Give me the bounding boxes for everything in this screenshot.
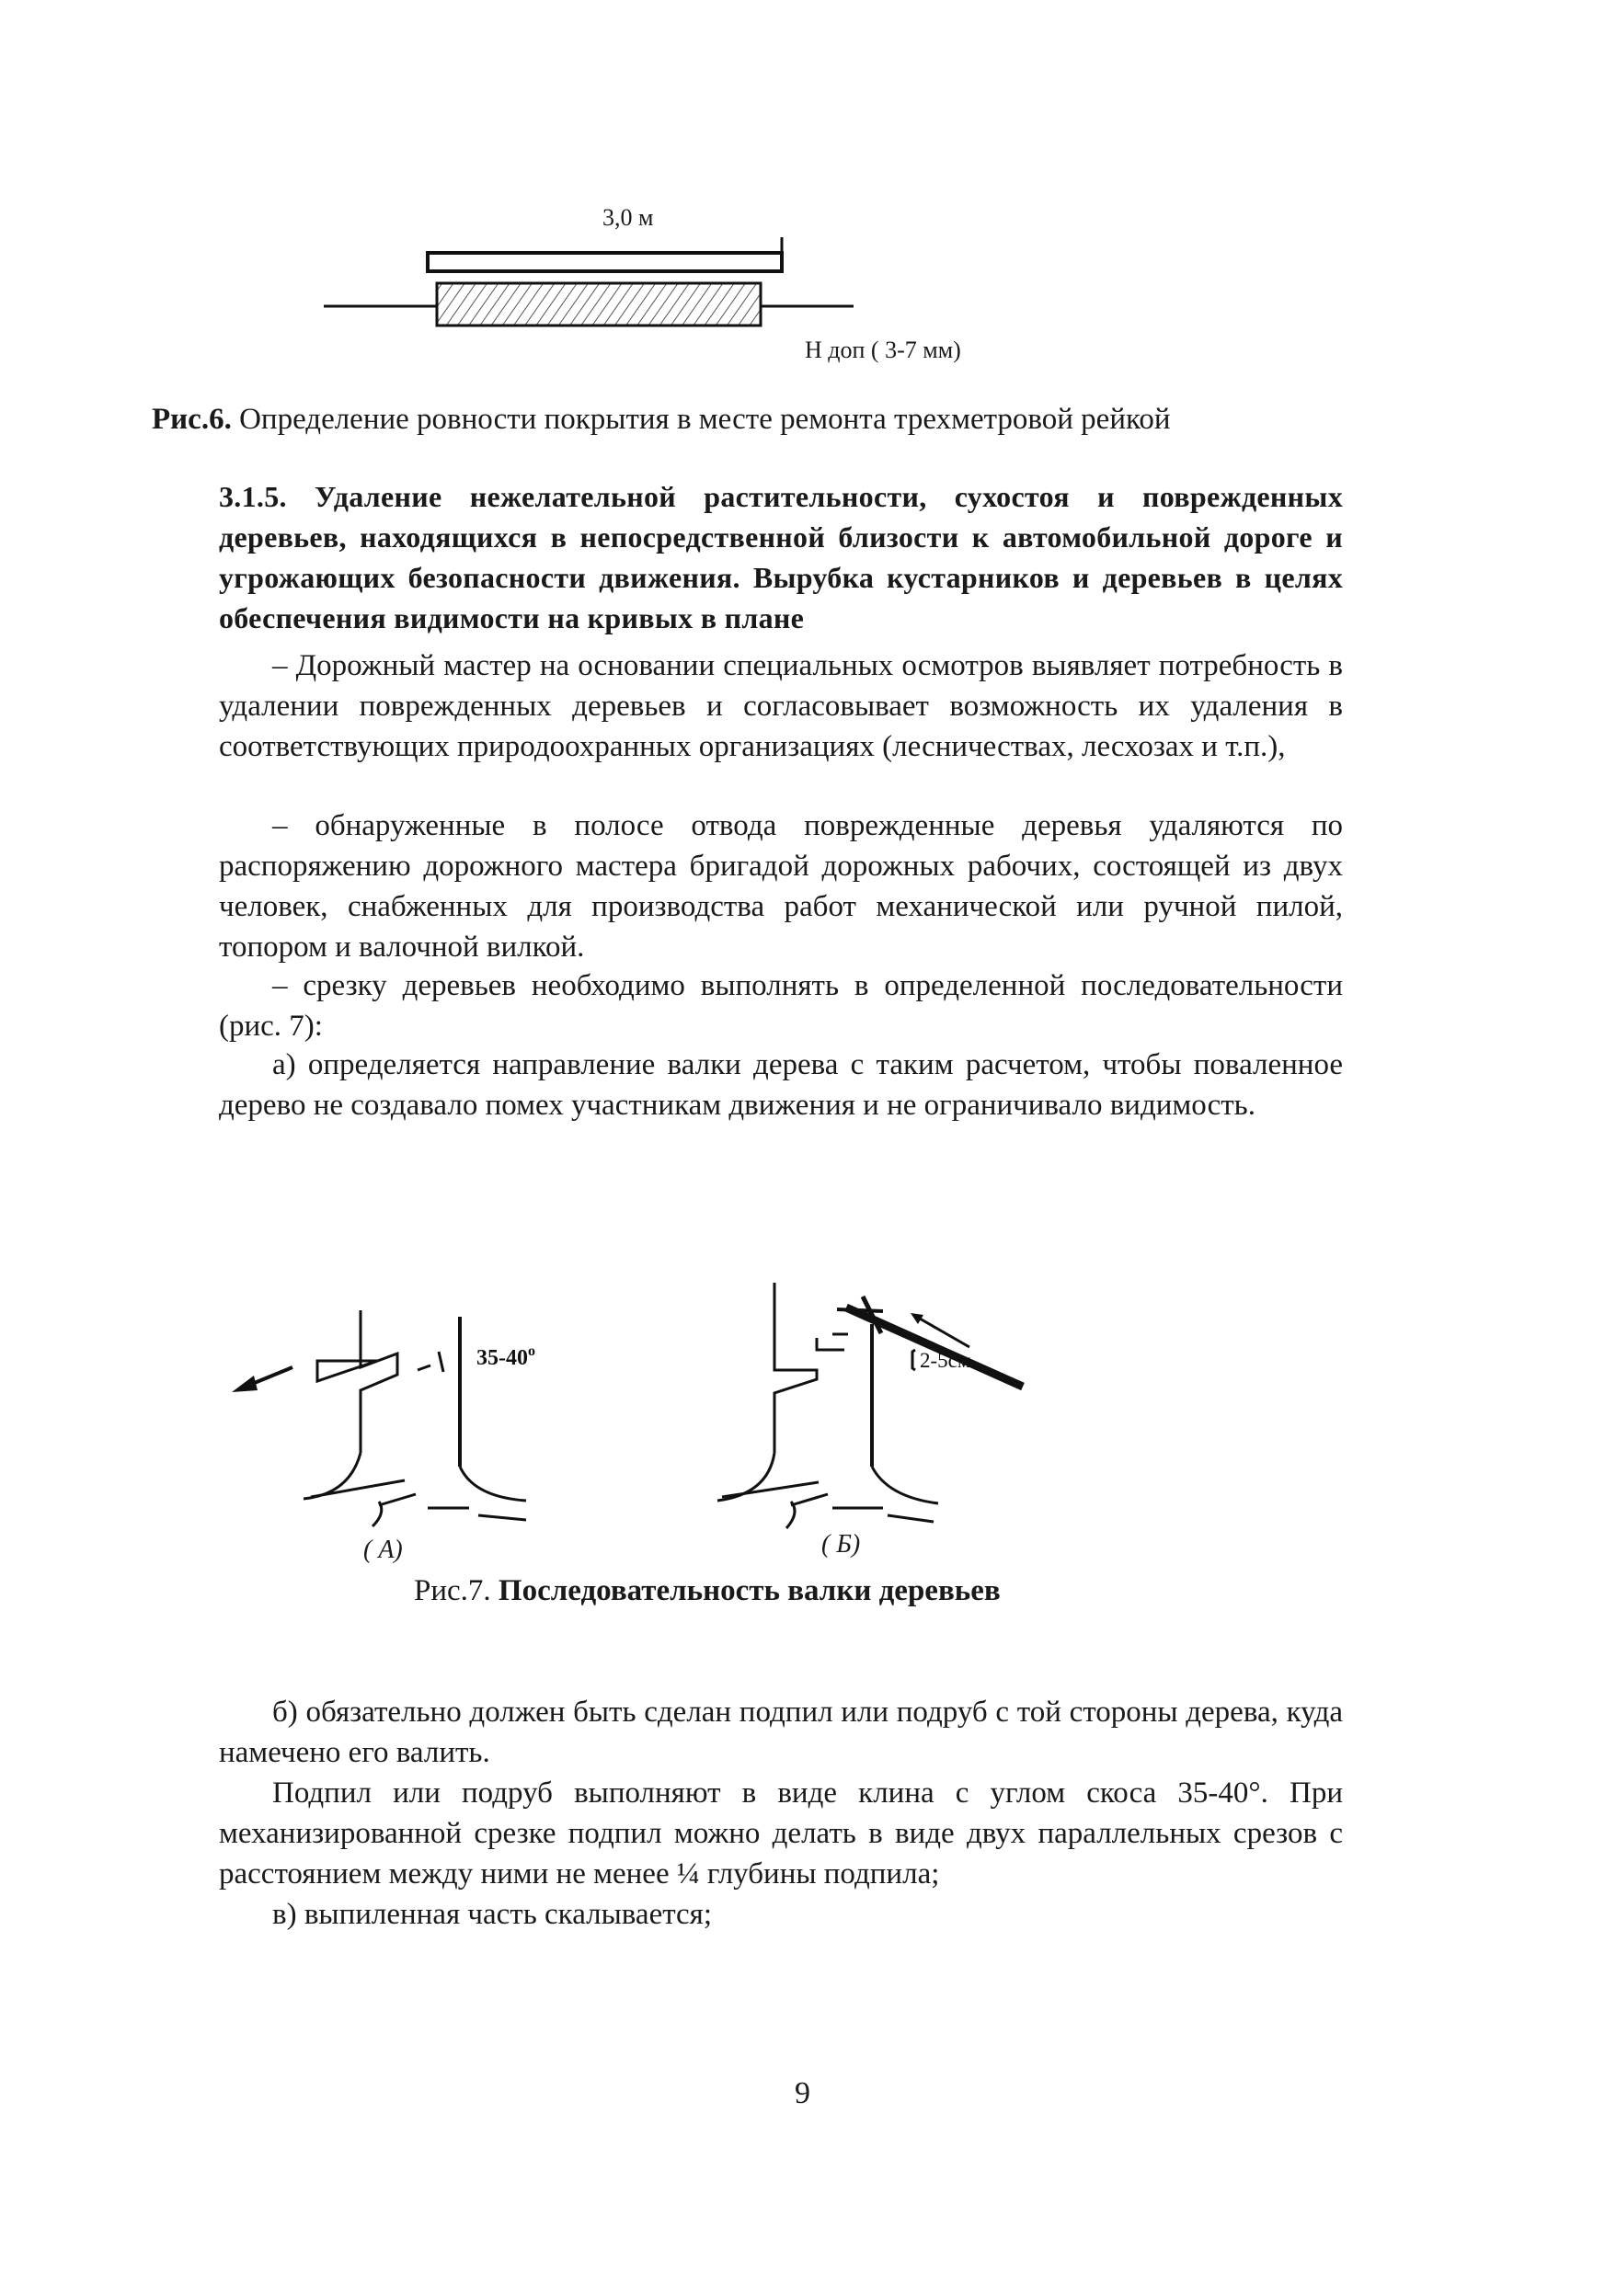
- fig7-trunk-left-a: [361, 1310, 397, 1453]
- paragraph-7: в) выпиленная часть скалывается;: [272, 1898, 713, 1931]
- paragraph-6: Подпил или подруб выполняют в виде клина с углом скоса 35-40°. При механизированной срезке подпил можно делать в виде двух параллельных срезов с расстоянием между ними не менее ¼ глубины подпила;: [219, 1776, 1343, 1890]
- fig7-panel-a: [232, 1310, 526, 1526]
- section-heading: 3.1.5. Удаление нежелательной растительности, сухостоя и поврежденных деревьев, находящихся в непосредственной близости к автомобильной дороге и угрожающих безопасности движения. Вырубка кустарников и деревьев в целях обеспечения видимости на кривых в плане: [219, 480, 1343, 634]
- fig6-caption-prefix: Рис.6.: [152, 403, 232, 436]
- fig7-gap-label: 2-5см: [920, 1349, 971, 1372]
- fig6-length-label: 3,0 м: [602, 204, 654, 231]
- paragraph-5: б) обязательно должен быть сделан подпил или подруб с той стороны дерева, куда намечено его валить.: [219, 1696, 1343, 1769]
- fig6-caption-text: Определение ровности покрытия в месте ремонта трехметровой рейкой: [231, 403, 1171, 436]
- fig6-tolerance-label: Н доп ( 3-7 мм): [805, 337, 961, 363]
- paragraph-3: – срезку деревьев необходимо выполнять в определенной последовательности (рис. 7):: [219, 969, 1343, 1043]
- paragraph-2: – обнаруженные в полосе отвода поврежденные деревья удаляются по распоряжению дорожного мастера бригадой дорожных рабочих, состоящей из двух человек, снабженных для производства работ механической или ручной пилой, топором и валочной вилкой.: [219, 809, 1343, 964]
- fig7-angle-label: $35-40^о$: [476, 1343, 535, 1370]
- fig7-caption-text: Последовательность валки деревьев: [498, 1574, 1001, 1607]
- fig7-panel-a-label: ( А): [363, 1536, 403, 1564]
- fig7-fall-arrow-head: [232, 1376, 258, 1392]
- fig7-caption-prefix: Рис.7.: [414, 1574, 499, 1607]
- fig7-panel-b: [717, 1283, 1023, 1528]
- fig7-caption: [414, 1572, 1001, 1609]
- fig7-panel-b-label: ( Б): [821, 1530, 861, 1559]
- fig7-trunk-left-b: [774, 1283, 817, 1453]
- paragraph-1: – Дорожный мастер на основании специальных осмотров выявляет потребность в удалении поврежденных деревьев и согласовывает возможность их удаления в соответствующих природоохранных организациях (лесничествах, лесхозах и т.п.),: [219, 649, 1343, 763]
- paragraph-4: а) определяется направление валки дерева с таким расчетом, чтобы поваленное дерево не создавало помех участникам движения и не ограничивало видимость.: [219, 1048, 1343, 1122]
- page-number: 9: [795, 2076, 810, 2110]
